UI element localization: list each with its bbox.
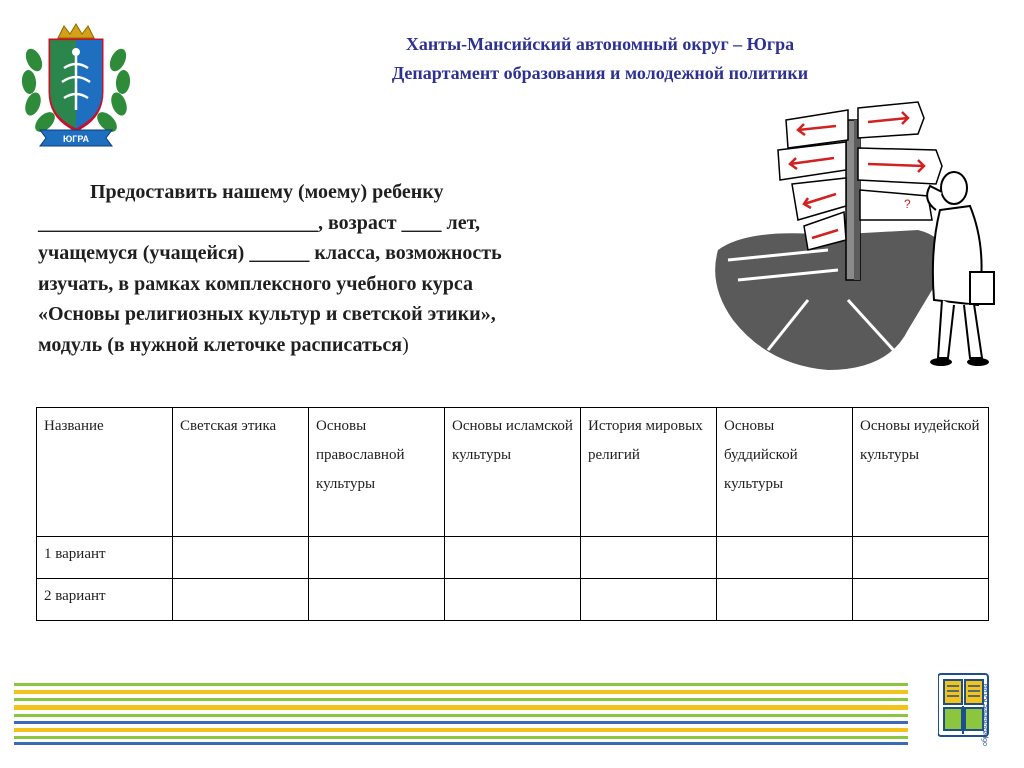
footer-stripe	[14, 705, 908, 710]
header-islamic-culture: Основы исламской культуры	[445, 408, 581, 537]
footer-stripe	[14, 742, 908, 745]
signature-cell[interactable]	[309, 579, 445, 621]
consent-line-5: «Основы религиозных культур и светской этики»,	[38, 303, 496, 325]
page-header	[300, 30, 900, 88]
footer-stripe	[14, 736, 908, 739]
header-orthodox-culture: Основы православной культуры	[309, 408, 445, 537]
header-buddhist-culture: Основы буддийской культуры	[717, 408, 853, 537]
footer-stripes	[14, 683, 908, 745]
signature-cell[interactable]	[717, 579, 853, 621]
signature-cell[interactable]	[309, 537, 445, 579]
signature-cell[interactable]	[581, 537, 717, 579]
consent-paragraph	[38, 177, 678, 360]
module-choice-table	[36, 407, 989, 621]
svg-text:?: ?	[904, 197, 911, 211]
signature-cell[interactable]	[581, 579, 717, 621]
footer-stripe	[14, 728, 908, 732]
header-judaic-culture: Основы иудейской культуры	[853, 408, 989, 537]
table-row	[37, 537, 989, 579]
department-title: Департамент образования и молодежной политики	[391, 63, 809, 83]
table-row	[37, 579, 989, 621]
signature-cell[interactable]	[445, 579, 581, 621]
header-secular-ethics: Светская этика	[173, 408, 309, 537]
footer-stripe	[14, 690, 908, 694]
row-label: 2 вариант	[37, 579, 173, 621]
footer-stripe	[14, 721, 908, 724]
signature-cell[interactable]	[445, 537, 581, 579]
consent-line-6-end: )	[402, 333, 409, 356]
header-name: Название	[37, 408, 173, 537]
table-header-row	[37, 408, 989, 537]
signature-cell[interactable]	[717, 537, 853, 579]
consent-line-2: ____________________________, возраст ____ лет,	[38, 211, 480, 234]
header-world-religions: История мировых религий	[581, 408, 717, 537]
signature-cell[interactable]	[853, 579, 989, 621]
consent-line-3: учащемуся (учащейся) ______ класса, возможность	[38, 242, 502, 264]
row-label: 1 вариант	[37, 537, 173, 579]
emblem-ribbon-text: ЮГРА	[62, 134, 90, 144]
signature-cell[interactable]	[173, 579, 309, 621]
signature-cell[interactable]	[173, 537, 309, 579]
signpost-confused-man-icon	[708, 100, 1008, 385]
logo-caption: образование Югры	[982, 683, 989, 746]
consent-line-1: Предоставить нашему (моему) ребенку	[90, 181, 444, 203]
consent-line-6-main: модуль (в нужной клеточке расписаться	[38, 333, 403, 356]
consent-line-6	[38, 330, 678, 361]
footer-stripe	[14, 683, 908, 686]
footer-stripe	[14, 698, 908, 701]
footer-stripe	[14, 714, 908, 717]
coat-of-arms-icon	[20, 20, 132, 150]
region-title: Ханты-Мансийский автономный округ – Югра	[405, 34, 795, 54]
consent-line-4: изучать, в рамках комплексного учебного курса	[38, 272, 473, 295]
signature-cell[interactable]	[853, 537, 989, 579]
